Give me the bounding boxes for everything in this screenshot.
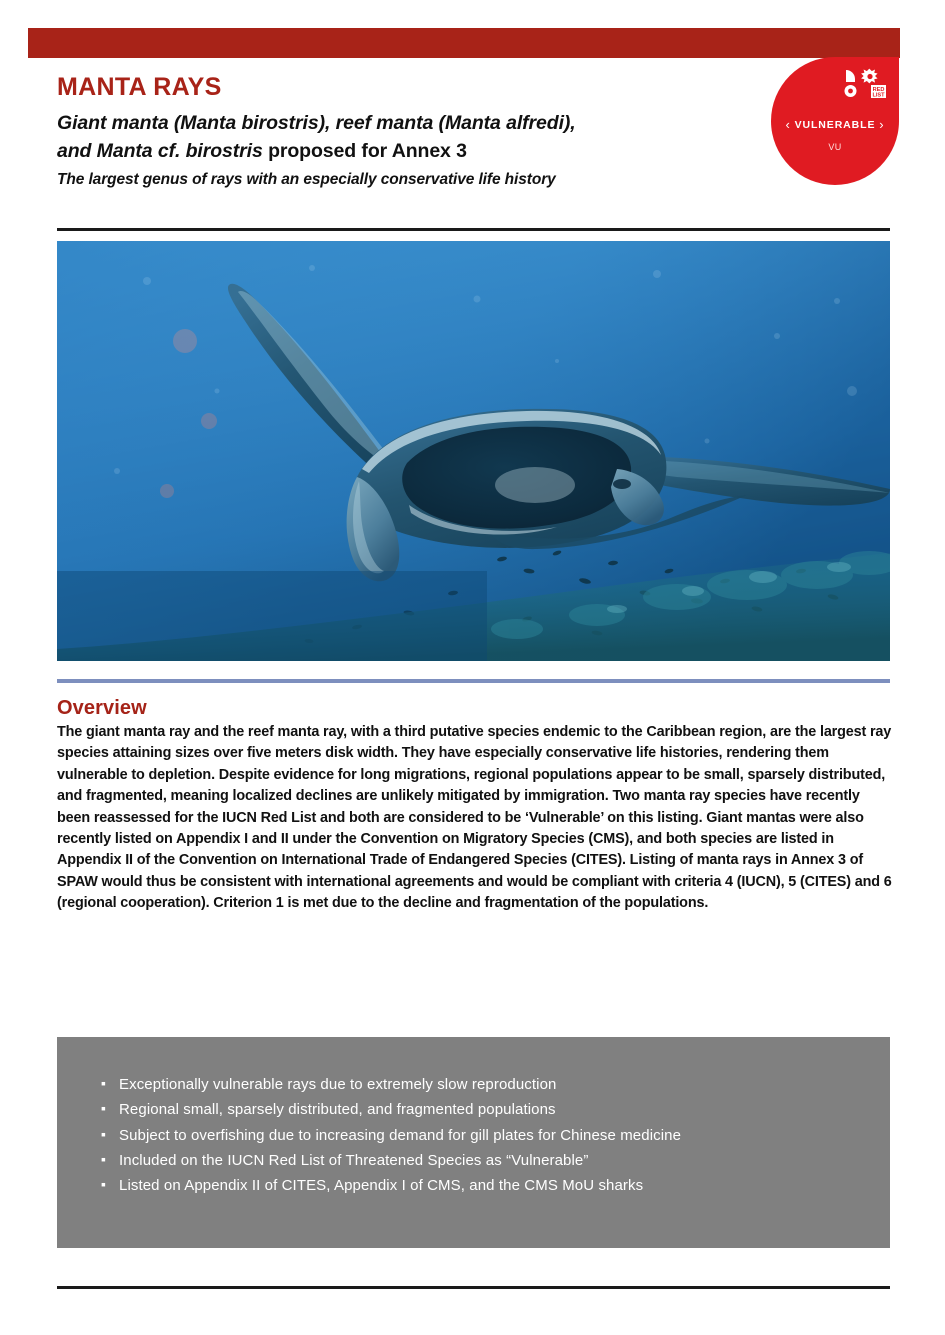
bullet-icon: ▪: [101, 1075, 107, 1091]
divider-above-overview: [57, 679, 890, 683]
key-points-box: [57, 1037, 890, 1248]
header-block: [57, 72, 747, 191]
status-text: VULNERABLE: [794, 119, 876, 131]
overview-section: [57, 697, 893, 915]
manta-ray-photo: [57, 241, 890, 661]
status-badge-code: VU: [828, 142, 842, 152]
list-item: [101, 1073, 890, 1096]
status-badge-label: [771, 117, 899, 132]
list-item-label: Included on the IUCN Red List of Threatened Species as “Vulnerable”: [119, 1151, 589, 1169]
bullet-icon: ▪: [101, 1176, 107, 1192]
iucn-red-list-logo-icon: [843, 67, 889, 101]
bullet-icon: ▪: [101, 1150, 107, 1167]
subtitle-part-cf-birostris: and Manta cf. birostris: [57, 139, 263, 162]
subtitle-part-proposed: proposed for Annex 3: [262, 139, 467, 162]
list-item-label: Regional small, sparsely distributed, and fragmented populations: [119, 1101, 556, 1119]
bullet-icon: ▪: [101, 1125, 107, 1142]
list-item-label: Subject to overfishing due to increasing demand for gill plates for Chinese medicine: [119, 1126, 682, 1144]
header-tagline: The largest genus of rays with an especially conservative life history: [57, 170, 556, 188]
list-item: [101, 1174, 890, 1197]
top-banner: [28, 28, 900, 58]
list-item: [101, 1149, 890, 1172]
status-badge: [771, 57, 899, 185]
divider-above-photo: [57, 228, 890, 231]
svg-text:RED: RED: [872, 87, 885, 94]
list-item-label: Listed on Appendix II of CITES, Appendix I of CMS, and the CMS MoU sharks: [119, 1177, 644, 1194]
list-item-label: Exceptionally vulnerable rays due to extremely slow reproduction: [119, 1076, 557, 1093]
subtitle-part-giant-manta: Giant manta (Manta birostris), reef manta (Manta alfredi),: [57, 112, 576, 135]
divider-footer: [57, 1286, 890, 1289]
page-title: MANTA RAYS: [57, 73, 222, 101]
overview-paragraph: The giant manta ray and the reef manta ray, with a third putative species endemic to the Caribbean region, are the largest ray species attaining sizes over five meters disk width. They have especially conservative life histories, rendering them vulnerable to depletion. Despite evidence for long migrations, regional populations appear to be small, sparsely distributed, and fragmented, meaning localized declines are unlikely mitigated by immigration. Two manta ray species have recently been reassessed for the IUCN Red List and both are considered to be ‘Vulnerable’ on this listing. Giant mantas were also recently listed on Appendix I and II under the Convention on Migratory Species (CMS), and both species are listed in Appendix II of the Convention on International Trade of Endangered Species (CITES). Listing of manta rays in Annex 3 of SPAW would thus be consistent with international agreements and would be compliant with criteria 4 (IUCN), 5 (CITES) and 6 (regional cooperation). Criterion 1 is met due to the decline and fragmentation of the populations.: [57, 724, 892, 912]
species-subtitle-line-2: [57, 138, 747, 166]
svg-text:LIST: LIST: [872, 92, 885, 99]
chevron-left-icon: ‹: [785, 117, 791, 132]
list-item: [101, 1124, 890, 1147]
bullet-icon: ▪: [101, 1100, 107, 1117]
chevron-right-icon: ›: [879, 117, 885, 132]
list-item: [101, 1098, 890, 1121]
overview-heading: Overview: [57, 697, 147, 719]
species-subtitle-line-1: [57, 110, 747, 138]
